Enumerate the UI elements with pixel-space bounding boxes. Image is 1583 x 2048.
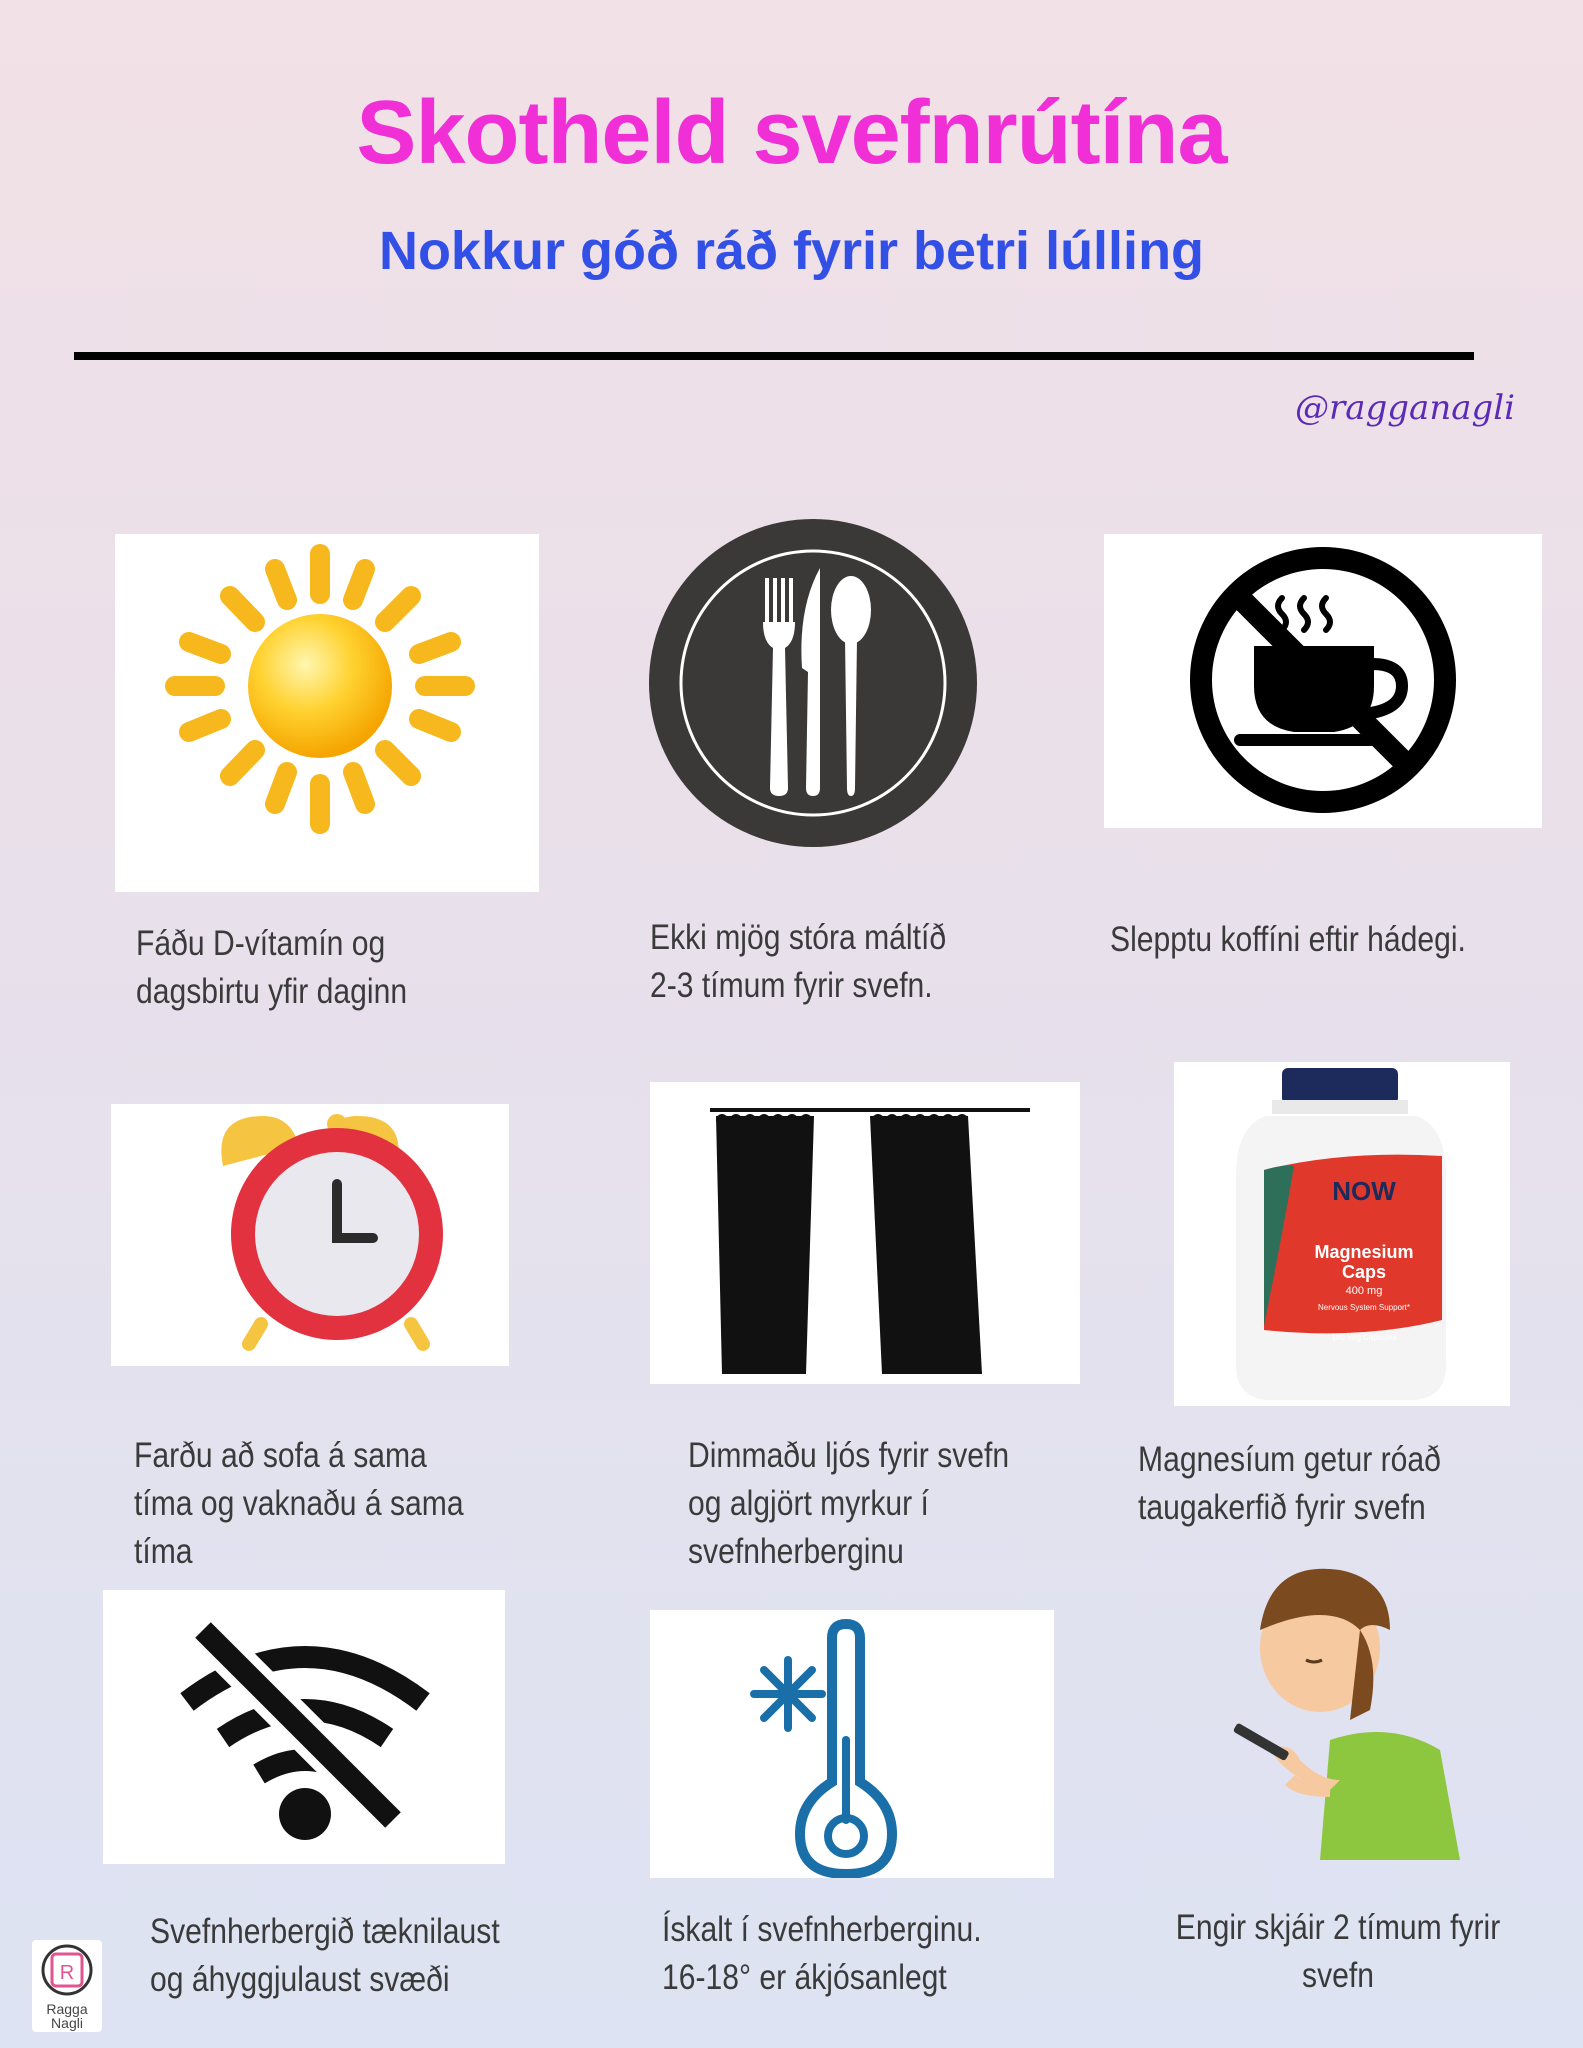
tip-image-no-wifi (103, 1590, 505, 1864)
bottle-product-1: Magnesium (1314, 1242, 1414, 1262)
plate-cutlery-icon (648, 518, 978, 848)
bottle-count: 180 Veg Capsules (1331, 1333, 1397, 1342)
brand-logo (32, 1940, 102, 2032)
no-coffee-icon (1104, 534, 1542, 828)
divider (74, 352, 1474, 360)
boy-phone-icon (1220, 1560, 1480, 1860)
no-wifi-icon (103, 1590, 505, 1864)
bottle-product-2: Caps (1341, 1262, 1387, 1282)
tip-image-alarm-clock (111, 1104, 509, 1366)
tip-caption: Farðu að sofa á sama tíma og vaknaðu á sama tíma (134, 1436, 464, 1571)
sun-icon (115, 534, 539, 892)
tip-image-thermometer (650, 1610, 1054, 1878)
logo-letter: R (59, 1962, 75, 1984)
logo-text (32, 2002, 102, 2030)
tip-image-no-coffee (1104, 534, 1542, 828)
logo-text-line2: Nagli (51, 2015, 83, 2031)
bottle-brand: NOW (1332, 1176, 1396, 1206)
tip-image-sun (115, 534, 539, 892)
tip-caption: Magnesíum getur róað taugakerfið fyrir svefn (1138, 1440, 1441, 1527)
alarm-clock-icon (111, 1104, 509, 1366)
tip-caption: Svefnherbergið tæknilaust og áhyggjulaust svæði (150, 1912, 500, 1999)
logo-text-line1: Ragga (46, 2001, 88, 2017)
cold-thermometer-icon (650, 1610, 1054, 1878)
author-handle: @ragganagli (1295, 388, 1516, 428)
bottle-tagline: Nervous System Support* (1317, 1303, 1411, 1312)
tip-image-plate (648, 518, 978, 848)
tip-caption: Engir skjáir 2 tímum fyrir svefn (1175, 1908, 1501, 1995)
tip-caption: Ískalt í svefnherberginu. 16-18° er ákjósanlegt (662, 1910, 982, 1997)
tip-image-boy-phone (1220, 1560, 1480, 1860)
page-title: Skotheld svefnrútína (356, 83, 1227, 183)
page-subtitle: Nokkur góð ráð fyrir betri lúlling (378, 221, 1205, 281)
magnesium-bottle-icon (1174, 1062, 1510, 1406)
curtains-icon (650, 1082, 1080, 1384)
bottle-dose: 400 mg (1345, 1285, 1383, 1297)
tip-caption: Fáðu D-vítamín og dagsbirtu yfir daginn (136, 924, 408, 1011)
tip-caption: Ekki mjög stóra máltíð 2-3 tímum fyrir svefn. (650, 918, 947, 1005)
tip-caption: Slepptu koffíni eftir hádegi. (1110, 920, 1466, 959)
tip-image-magnesium (1174, 1062, 1510, 1406)
tip-image-curtains (650, 1082, 1080, 1384)
tip-caption: Dimmaðu ljós fyrir svefn og algjört myrkur í svefnherberginu (688, 1436, 1010, 1571)
